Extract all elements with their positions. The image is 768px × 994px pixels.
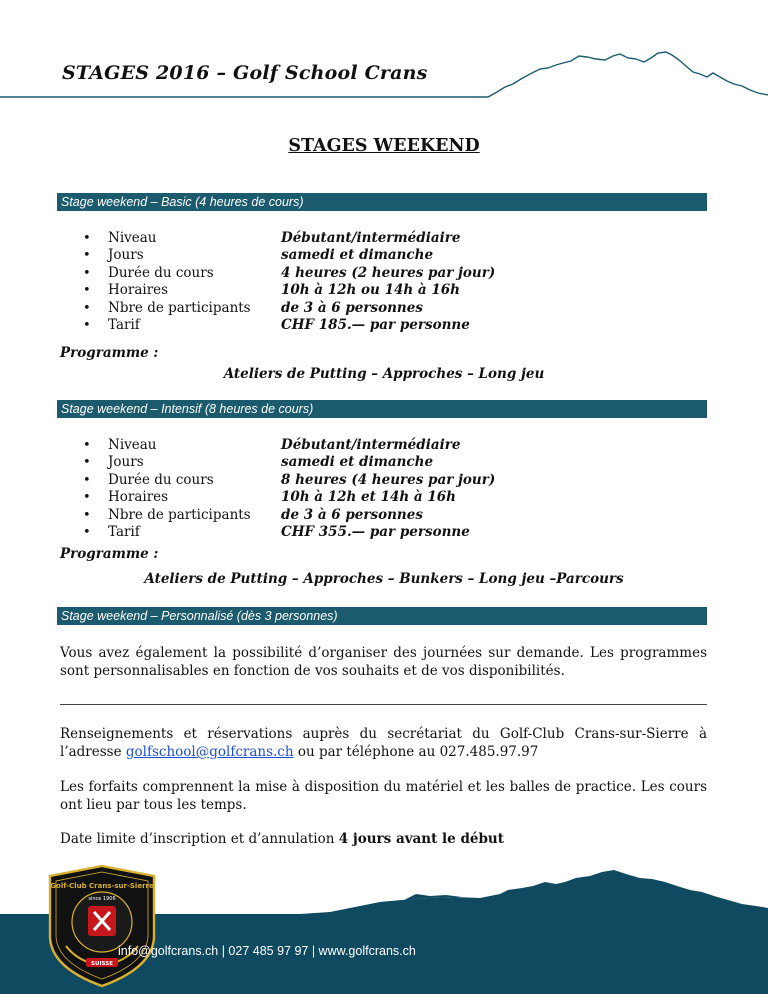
spec-label: Jours (108, 247, 144, 264)
spec-value: samedi et dimanche (281, 247, 434, 264)
bullet-icon: • (83, 507, 91, 523)
spec-label: Tarif (108, 523, 140, 540)
footer-contact[interactable]: info@golfcrans.ch | 027 485 97 97 | www.golfcrans.ch (118, 944, 416, 958)
spec-label: Durée du cours (108, 471, 214, 488)
golf-club-logo (44, 864, 160, 988)
bullet-icon: • (83, 472, 91, 488)
bullet-icon: • (83, 438, 91, 453)
divider (60, 704, 707, 705)
bullet-icon: • (83, 248, 91, 264)
bullet-icon: • (83, 265, 91, 281)
spec-label: Niveau (108, 437, 157, 453)
spec-label: Jours (108, 454, 144, 471)
spec-label: Nbre de participants (108, 506, 251, 523)
spec-value: samedi et dimanche (281, 454, 434, 471)
deadline-text (60, 830, 707, 848)
section-heading-intensif: Stage weekend – Intensif (8 heures de cours) (57, 400, 707, 418)
header-title: STAGES 2016 – Golf School Crans (62, 62, 428, 84)
spec-label: Horaires (108, 282, 169, 299)
logo-since-text: since 1906 (88, 896, 116, 902)
programme-text: Ateliers de Putting – Approches – Long jeu (223, 366, 545, 382)
spec-value: CHF 355.— par personne (281, 523, 470, 540)
spec-value: 4 heures (2 heures par jour) (281, 264, 496, 281)
document-title: STAGES WEEKEND (288, 136, 480, 156)
spec-value: CHF 185.— par personne (281, 316, 470, 333)
spec-label: Durée du cours (108, 264, 214, 281)
programme-label: Programme : (60, 546, 159, 562)
reservation-text (60, 725, 707, 761)
bullet-icon: • (83, 455, 91, 471)
section-heading-personnalise: Stage weekend – Personnalisé (dès 3 personnes) (57, 607, 707, 625)
bullet-icon: • (83, 524, 91, 540)
bullet-icon: • (83, 300, 91, 316)
programme-label: Programme : (60, 345, 159, 361)
spec-label: Niveau (108, 230, 157, 246)
spec-value: Débutant/intermédiaire (281, 230, 461, 246)
section-heading-basic: Stage weekend – Basic (4 heures de cours) (57, 193, 707, 211)
programme-text: Ateliers de Putting – Approches – Bunkers – Long jeu –Parcours (144, 571, 624, 587)
deadline-emphasis: 4 jours avant le début (338, 831, 504, 847)
spec-value: Débutant/intermédiaire (281, 437, 461, 453)
reservation-suffix: ou par téléphone au 027.485.97.97 (293, 744, 539, 760)
email-link[interactable]: golfschool@golfcrans.ch (125, 744, 294, 760)
bullet-icon: • (83, 490, 91, 506)
spec-value: de 3 à 6 personnes (281, 506, 423, 523)
personnalise-text: Vous avez également la possibilité d’organiser des journées sur demande. Les programmes sont personnalisables en fonction de vos souhaits et de vos disponibilités. (60, 645, 707, 679)
spec-label: Horaires (108, 489, 169, 506)
spec-label: Nbre de participants (108, 299, 251, 316)
bullet-icon: • (83, 317, 91, 333)
forfaits-text: Les forfaits comprennent la mise à disposition du matériel et les balles de practice. Les cours ont lieu par tous les temps. (60, 779, 707, 813)
spec-value: 8 heures (4 heures par jour) (281, 471, 496, 488)
bullet-icon: • (83, 283, 91, 299)
header-mountain-decoration (0, 40, 768, 102)
reservation-prefix: Renseignements et réservations auprès du secrétariat du Golf-Club Crans-sur-Sierre à l’adresse (60, 726, 707, 760)
deadline-prefix: Date limite d’inscription et d’annulation (60, 831, 339, 847)
spec-value: 10h à 12h ou 14h à 16h (281, 282, 460, 299)
bullet-icon: • (83, 231, 91, 246)
spec-value: 10h à 12h et 14h à 16h (281, 489, 456, 506)
logo-country-text: SUISSE (91, 961, 113, 967)
spec-label: Tarif (108, 316, 140, 333)
logo-ring-text: Golf-Club Crans-sur-Sierre (50, 882, 154, 890)
spec-value: de 3 à 6 personnes (281, 299, 423, 316)
